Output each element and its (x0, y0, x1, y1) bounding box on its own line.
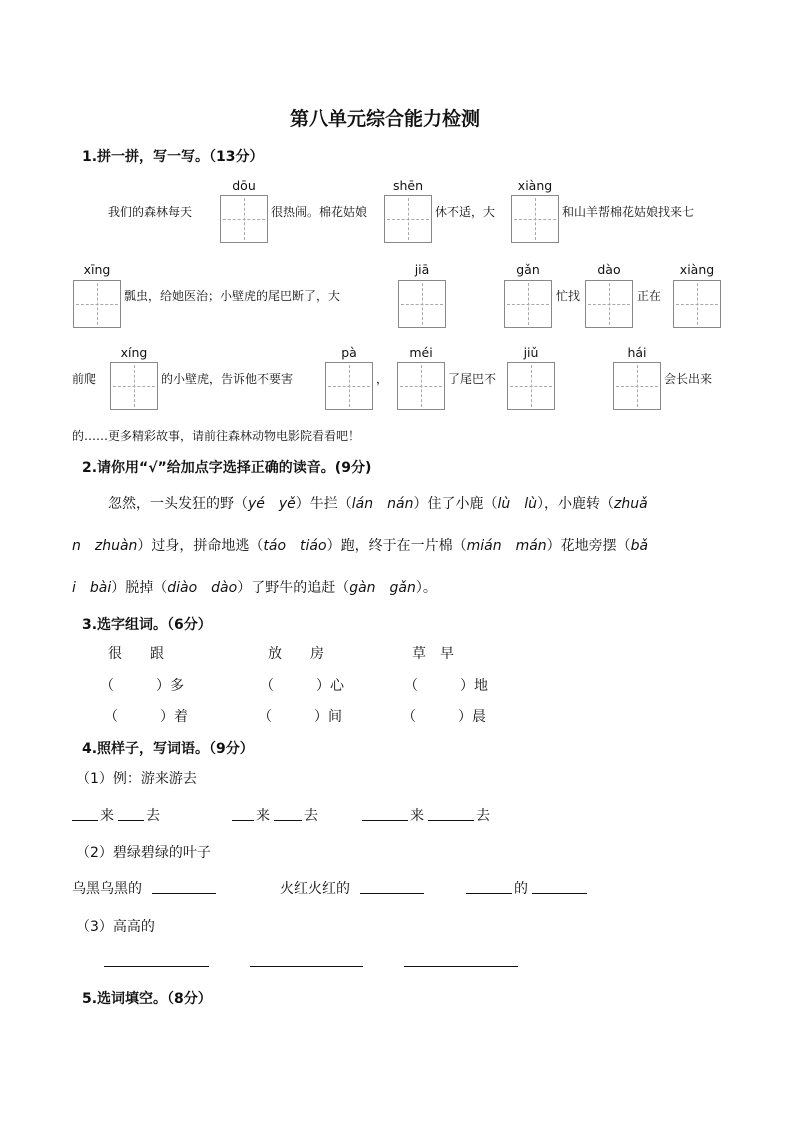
writing-box[interactable] (504, 280, 552, 328)
q4-word: 来 (410, 808, 424, 824)
writing-box[interactable] (110, 362, 158, 410)
q3-blank[interactable]: （ ）多 (100, 678, 184, 694)
q3-blank[interactable]: （ ）地 (404, 678, 488, 694)
writing-box[interactable] (397, 362, 445, 410)
writing-box[interactable] (73, 280, 121, 328)
pinyin-label: xīng (83, 262, 111, 277)
writing-box[interactable] (585, 280, 633, 328)
answer-line[interactable] (118, 820, 144, 821)
sentence-text: 瓢虫，给她医治；小壁虎的尾巴断了，大 (124, 289, 341, 303)
q4-word: 火红火红的 (280, 881, 350, 897)
answer-line[interactable] (404, 966, 518, 967)
pinyin-label: pà (341, 345, 357, 360)
sentence-text: 前爬 (72, 372, 97, 386)
sentence-text: ， (376, 372, 389, 386)
q3-blank[interactable]: （ ）心 (260, 678, 344, 694)
q4-example-1: （1）例：游来游去 (76, 771, 197, 787)
q4-word: 来 (256, 808, 270, 824)
q4-word: 来 (100, 808, 114, 824)
pinyin-label: xiàng (679, 262, 715, 277)
q3-heading: 3.选字组词。（6分） (82, 617, 212, 633)
answer-line[interactable] (466, 893, 512, 894)
q3-chars: 放 房 (268, 646, 324, 662)
writing-box[interactable] (325, 362, 373, 410)
sentence-text: 忙找 (556, 289, 581, 303)
q4-heading: 4.照样子，写词语。（9分） (82, 741, 254, 757)
q4-example-3: （3）高高的 (76, 919, 155, 935)
sentence-text: 的……更多精彩故事，请前往森林动物电影院看看吧！ (72, 429, 361, 443)
answer-line[interactable] (72, 820, 98, 821)
writing-box[interactable] (673, 280, 721, 328)
q2-line-2: n zhuàn）过身，拼命地逃（táo tiáo）跑，终于在一片棉（mián mán）花地旁摆（bǎ (72, 538, 649, 554)
sentence-text: 正在 (637, 289, 662, 303)
answer-line[interactable] (104, 966, 209, 967)
q4-example-2: （2）碧绿碧绿的叶子 (76, 845, 211, 861)
q3-chars: 草 早 (412, 646, 454, 662)
sentence-text: 了尾巴不 (448, 372, 497, 386)
q1-heading: 1.拼一拼，写一写。（13分） (82, 149, 264, 165)
writing-box[interactable] (220, 195, 268, 243)
q4-word: 去 (304, 808, 318, 824)
q3-blank[interactable]: （ ）着 (104, 709, 188, 725)
writing-box[interactable] (613, 362, 661, 410)
q2-line-3: i bài）脱掉（diào dào）了野牛的追赶（gàn gǎn）。 (72, 580, 437, 596)
pinyin-label: dōu (232, 178, 256, 193)
q3-chars: 很 跟 (108, 646, 164, 662)
writing-box[interactable] (511, 195, 559, 243)
q3-blank[interactable]: （ ）间 (258, 709, 342, 725)
sentence-text: 我们的森林每天 (108, 205, 193, 219)
q4-word: 的 (514, 881, 528, 897)
sentence-text: 很热闹。棉花姑娘 (271, 205, 368, 219)
pinyin-label: xiàng (517, 178, 553, 193)
writing-box[interactable] (507, 362, 555, 410)
answer-line[interactable] (274, 820, 302, 821)
q3-blank[interactable]: （ ）晨 (402, 709, 486, 725)
q5-heading: 5.选词填空。（8分） (82, 991, 212, 1007)
answer-line[interactable] (532, 893, 587, 894)
answer-line[interactable] (428, 820, 474, 821)
pinyin-label: hái (627, 345, 647, 360)
q2-heading: 2.请你用“√”给加点字选择正确的读音。(9分) (82, 460, 372, 476)
pinyin-label: gǎn (516, 262, 540, 277)
q4-word: 去 (476, 808, 490, 824)
answer-line[interactable] (362, 820, 408, 821)
pinyin-label: dào (597, 262, 621, 277)
pinyin-label: jiǔ (523, 345, 539, 360)
answer-line[interactable] (250, 966, 363, 967)
answer-line[interactable] (360, 893, 424, 894)
answer-line[interactable] (232, 820, 254, 821)
pinyin-label: xíng (120, 345, 148, 360)
sentence-text: 和山羊帮棉花姑娘找来七 (562, 205, 695, 219)
pinyin-label: shēn (392, 178, 424, 193)
pinyin-label: méi (409, 345, 433, 360)
page-title: 第八单元综合能力检测 (290, 108, 481, 130)
sentence-text: 会长出来 (664, 372, 713, 386)
q4-word: 去 (146, 808, 160, 824)
writing-box[interactable] (384, 195, 432, 243)
sentence-text: 休不适，大 (435, 205, 496, 219)
sentence-text: 的小壁虎，告诉他不要害 (161, 372, 294, 386)
pinyin-label: jiā (414, 262, 430, 277)
writing-box[interactable] (398, 280, 446, 328)
q4-word: 乌黑乌黑的 (72, 881, 142, 897)
q2-line-1: 忽然，一头发狂的野（yé yě）牛拦（lán nán）住了小鹿（lù lù），小鹿转（zhuǎ (108, 496, 648, 512)
answer-line[interactable] (152, 893, 216, 894)
